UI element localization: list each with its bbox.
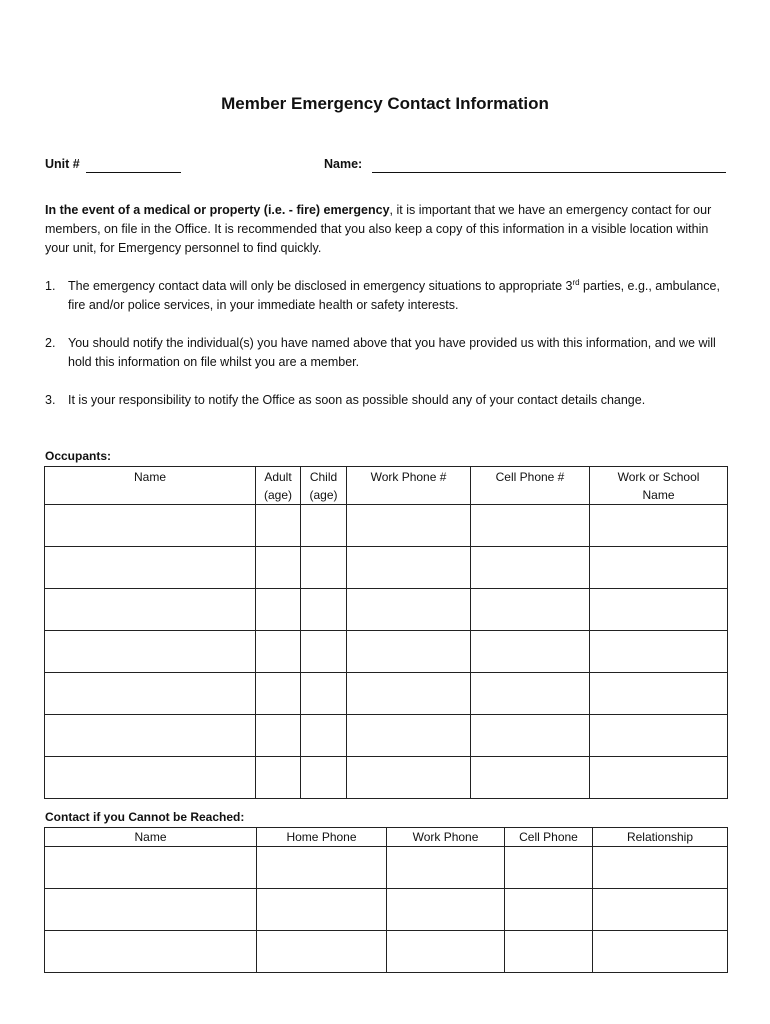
- table-cell[interactable]: [347, 715, 471, 757]
- table-header-row: [45, 467, 728, 505]
- table-cell[interactable]: [505, 889, 593, 931]
- table-row: [45, 757, 728, 799]
- table-cell[interactable]: [505, 847, 593, 889]
- table-cell[interactable]: [301, 673, 347, 715]
- table-cell[interactable]: [45, 547, 256, 589]
- table-cell[interactable]: [593, 889, 728, 931]
- table-cell[interactable]: [593, 931, 728, 973]
- table-cell[interactable]: [590, 505, 728, 547]
- list-number: 1.: [45, 279, 56, 293]
- table-cell[interactable]: [45, 589, 256, 631]
- table-cell[interactable]: [45, 673, 256, 715]
- table-cell[interactable]: [256, 505, 301, 547]
- col-header-cell-phone: Cell Phone: [505, 828, 593, 847]
- table-cell[interactable]: [590, 757, 728, 799]
- table-row: [45, 505, 728, 547]
- table-cell[interactable]: [45, 715, 256, 757]
- table-cell[interactable]: [347, 757, 471, 799]
- table-cell[interactable]: [471, 715, 590, 757]
- table-cell[interactable]: [256, 631, 301, 673]
- table-cell[interactable]: [257, 847, 387, 889]
- table-cell[interactable]: [387, 931, 505, 973]
- table-cell[interactable]: [347, 673, 471, 715]
- table-cell[interactable]: [257, 931, 387, 973]
- list-text: It is your responsibility to notify the Office as soon as possible should any of your contact details change.: [68, 393, 646, 407]
- list-number: 2.: [45, 336, 56, 350]
- intro-paragraph: [45, 201, 727, 258]
- table-cell[interactable]: [301, 757, 347, 799]
- col-header-work-school: Work or School Name: [590, 467, 728, 505]
- table-row: [45, 847, 728, 889]
- table-cell[interactable]: [590, 673, 728, 715]
- page-title: Member Emergency Contact Information: [221, 94, 549, 113]
- list-number: 3.: [45, 393, 56, 407]
- table-cell[interactable]: [590, 715, 728, 757]
- table-cell[interactable]: [256, 589, 301, 631]
- table-row: [45, 889, 728, 931]
- table-cell[interactable]: [471, 589, 590, 631]
- table-cell[interactable]: [347, 631, 471, 673]
- col-header-cell-phone: Cell Phone #: [471, 467, 590, 505]
- table-cell[interactable]: [593, 847, 728, 889]
- table-row: [45, 673, 728, 715]
- intro-bold-text: In the event of a medical or property (i.e. - fire) emergency: [45, 203, 390, 217]
- table-row: [45, 931, 728, 973]
- table-row: [45, 715, 728, 757]
- table-cell[interactable]: [387, 847, 505, 889]
- table-cell[interactable]: [471, 547, 590, 589]
- table-cell[interactable]: [45, 847, 257, 889]
- table-cell[interactable]: [45, 931, 257, 973]
- unit-label: Unit #: [45, 157, 80, 171]
- table-cell[interactable]: [256, 757, 301, 799]
- name-field[interactable]: [372, 172, 726, 173]
- table-row: [45, 589, 728, 631]
- table-header-row: [45, 828, 728, 847]
- table-cell[interactable]: [45, 889, 257, 931]
- table-cell[interactable]: [471, 757, 590, 799]
- contacts-label: Contact if you Cannot be Reached:: [45, 810, 245, 824]
- table-cell[interactable]: [347, 547, 471, 589]
- table-cell[interactable]: [256, 547, 301, 589]
- table-cell[interactable]: [590, 547, 728, 589]
- table-cell[interactable]: [505, 931, 593, 973]
- list-text-part: parties, e.g., ambulance, fire and/or police services, in your immediate health or safety interests.: [68, 279, 720, 312]
- table-cell[interactable]: [45, 757, 256, 799]
- table-cell[interactable]: [590, 631, 728, 673]
- col-header-name: Name: [45, 828, 257, 847]
- col-header-work-phone: Work Phone: [387, 828, 505, 847]
- col-header-work-phone: Work Phone #: [347, 467, 471, 505]
- table-cell[interactable]: [347, 505, 471, 547]
- list-text: [68, 277, 728, 315]
- table-cell[interactable]: [347, 589, 471, 631]
- table-cell[interactable]: [471, 631, 590, 673]
- emergency-contacts-table: [44, 827, 728, 973]
- list-text: You should notify the individual(s) you have named above that you have provided us with this information, and we will hold this information on file whilst you are a member.: [68, 336, 716, 369]
- intro-text: , it is important that we have an emergency contact for our members, on file in the Office. It is recommended that you also keep a copy of this information in a visible location within your unit, for Emergency personnel to find quickly.: [45, 203, 712, 255]
- table-cell[interactable]: [387, 889, 505, 931]
- table-cell[interactable]: [256, 673, 301, 715]
- table-cell[interactable]: [301, 505, 347, 547]
- ordinal-suffix: rd: [572, 277, 580, 287]
- col-header-name: Name: [45, 467, 256, 505]
- table-cell[interactable]: [301, 631, 347, 673]
- table-cell[interactable]: [471, 505, 590, 547]
- occupants-table: [44, 466, 728, 799]
- table-cell[interactable]: [471, 673, 590, 715]
- table-cell[interactable]: [257, 889, 387, 931]
- name-label: Name:: [324, 157, 363, 171]
- table-cell[interactable]: [301, 589, 347, 631]
- table-row: [45, 547, 728, 589]
- col-header-child: Child (age): [301, 467, 347, 505]
- col-header-relationship: Relationship: [593, 828, 728, 847]
- table-cell[interactable]: [590, 589, 728, 631]
- header-fields: [45, 157, 727, 177]
- list-text-part: The emergency contact data will only be disclosed in emergency situations to appropriate 3: [68, 279, 573, 293]
- table-cell[interactable]: [256, 715, 301, 757]
- occupants-label: Occupants:: [45, 449, 112, 463]
- table-cell[interactable]: [301, 547, 347, 589]
- unit-field[interactable]: [86, 172, 181, 173]
- col-header-adult: Adult (age): [256, 467, 301, 505]
- table-cell[interactable]: [45, 631, 256, 673]
- col-header-home-phone: Home Phone: [257, 828, 387, 847]
- table-cell[interactable]: [301, 715, 347, 757]
- table-cell[interactable]: [45, 505, 256, 547]
- table-row: [45, 631, 728, 673]
